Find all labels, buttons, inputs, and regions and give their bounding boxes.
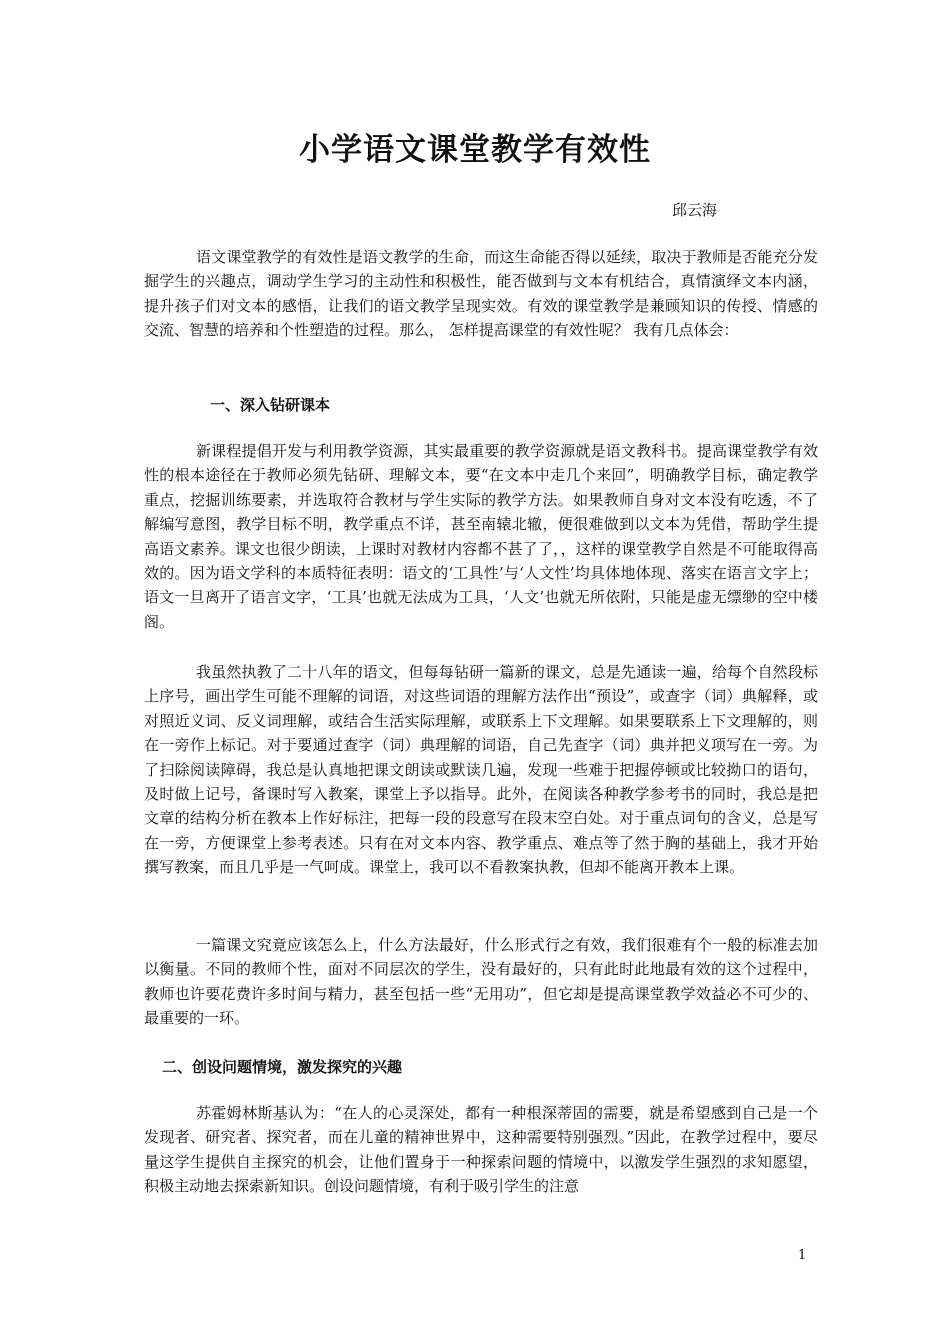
- section-1-paragraph-1: 新课程提倡开发与利用教学资源，其实最重要的教学资源就是语文教科书。提高课堂教学有效性的根本途径在于教师必须先钻研、理解文本，要“在文本中走几个来回”，明确教学目标，确定教学重点，挖掘训练要素，并选取符合教材与学生实际的教学方法。如果教师自身对文本没有吃透，不了解编写意图，教学目标不明，教学重点不详，甚至南辕北辙，便很难做到以文本为凭借，帮助学生提高语文素养。课文也很少朗读，上课时对教材内容都不甚了了，，这样的课堂教学自然是不可能取得高效的。因为语文学科的本质特征表明：语文的‘工具性’与‘人文性’均具体地体现、落实在语言文字上；语文一旦离开了语言文字，‘工具’也就无法成为工具，‘人文’也就无所依附，只能是虚无缥缈的空中楼阁。: [144, 442, 818, 631]
- intro-paragraph: 语文课堂教学的有效性是语文教学的生命，而这生命能否得以延续，取决于教师是否能充分发掘学生的兴趣点，调动学生学习的主动性和积极性，能否做到与文本有机结合，真情演绎文本内涵，提升孩子们对文本的感悟，让我们的语文教学呈现实效。有效的课堂教学是兼顾知识的传授、情感的交流、智慧的培养和个性塑造的过程。那么， 怎样提高课堂的有效性呢？ 我有几点体会：: [144, 248, 818, 340]
- section-1-paragraph-2: 我虽然执教了二十八年的语文，但每每钻研一篇新的课文，总是先通读一遍，给每个自然段标上序号，画出学生可能不理解的词语，对这些词语的理解方法作出“预设”，或查字（词）典解释，或对照近义词、反义词理解，或结合生活实际理解，或联系上下文理解。如果要联系上下文理解的，则在一旁作上标记。对于要通过查字（词）典理解的词语，自己先查字（词）典并把义项写在一旁。为了扫除阅读障碍，我总是认真地把课文朗读或默读几遍，发现一些难于把握停顿或比较拗口的语句，及时做上记号，备课时写入教案，课堂上予以指导。此外，在阅读各种教学参考书的同时，我总是把文章的结构分析在教本上作好标注，把每一段的段意写在段末空白处。对于重点词句的含义，总是写在一旁，方便课堂上参考表述。只有在对文本内容、教学重点、难点等了然于胸的基础上，我才开始撰写教案，而且几乎是一气呵成。课堂上，我可以不看教案执教，但却不能离开教本上课。: [144, 663, 818, 877]
- author-name: 邱云海: [672, 201, 718, 219]
- section-1-paragraph-3: 一篇课文究竟应该怎么上，什么方法最好，什么形式行之有效，我们很难有个一般的标准去加以衡量。不同的教师个性，面对不同层次的学生，没有最好的，只有此时此地最有效的这个过程中，教师也许要花费许多时间与精力，甚至包括一些“无用功”，但它却是提高课堂教学效益必不可少的、最重要的一环。: [144, 936, 818, 1028]
- section-1-heading: 一、深入钻研课本: [210, 396, 331, 414]
- section-2-paragraph-1: 苏霍姆林斯基认为：“在人的心灵深处，都有一种根深蒂固的需要，就是希望感到自己是一个发现者、研究者、探究者，而在儿童的精神世界中，这种需要特别强烈。”因此，在教学过程中，要尽量这学生提供自主探究的机会，让他们置身于一种探索问题的情境中，以激发学生强烈的求知愿望，积极主动地去探索新知识。创设问题情境，有利于吸引学生的注意: [144, 1104, 818, 1196]
- page-number: 1: [798, 1248, 807, 1263]
- section-2-heading: 二、创设问题情境，激发探究的兴趣: [162, 1058, 403, 1076]
- document-title: 小学语文课堂教学有效性: [299, 132, 651, 168]
